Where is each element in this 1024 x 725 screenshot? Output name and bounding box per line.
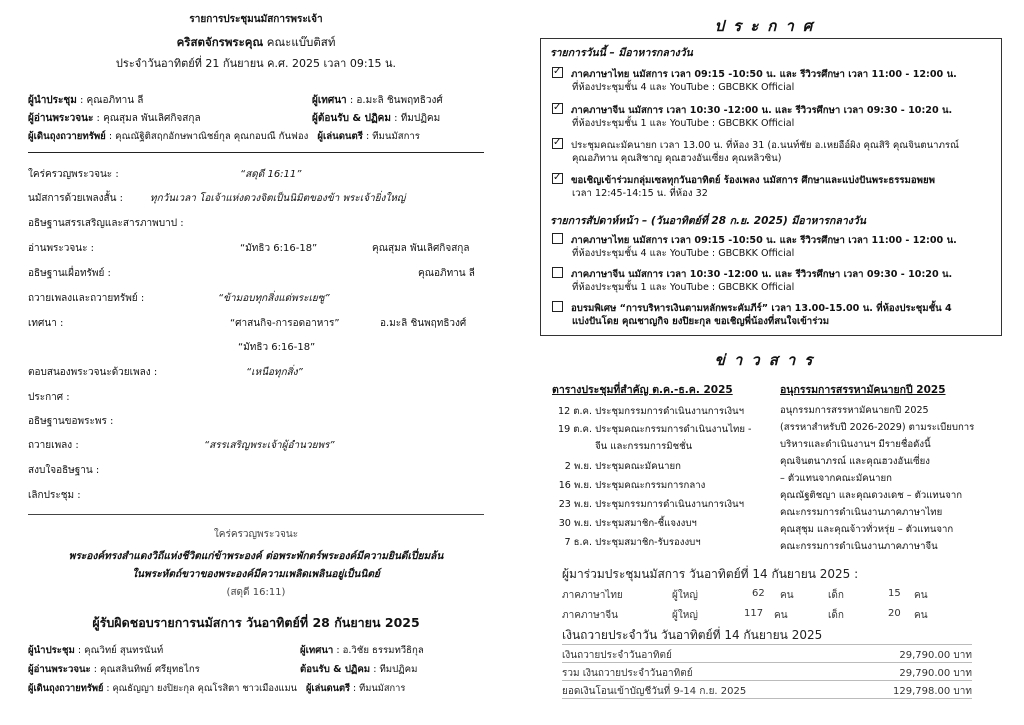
- meditation-heading: ใคร่ครวญพระวจนะ: [213, 529, 299, 540]
- committee-heading: อนุกรรมการสรรหามัคนายกปี 2025: [780, 384, 946, 396]
- divider: [562, 662, 972, 663]
- checkbox-empty-icon: [552, 301, 563, 312]
- divider: [28, 514, 484, 515]
- next-leader-row: [28, 643, 163, 658]
- reader-value: : คุณสุมล พันเลิศกิจสกุล: [96, 113, 201, 124]
- next-item: ภาคภาษาจีน นมัสการ เวลา 10:30 -12:00 น. และ รีวิวรศึกษา เวลา 09:30 - 10:20 น. ที่ห้องประชุมชั้น 1 และ YouTube : GBCBKK Official: [552, 266, 952, 294]
- schedule-heading: ตารางประชุมที่สำคัญ ต.ค.-ธ.ค. 2025: [552, 384, 733, 396]
- music-label: ผู้เล่นดนตรี: [317, 131, 363, 142]
- order-item-person: คุณสุมล พันเลิศกิจสกุล: [372, 243, 470, 254]
- order-item: สงบใจอธิษฐาน :: [28, 465, 100, 476]
- next-reader-label: ผู้อ่านพระวจนะ: [28, 664, 91, 675]
- meditation-line-1: พระองค์ทรงสำแดงวิถีแห่งชีวิตแก่ข้าพระองค์ ต่อพระพักตร์พระองค์มีความยินดีเปี่ยมล้น: [68, 551, 444, 562]
- order-item-person: คุณอภิทาน ลี: [418, 268, 475, 279]
- next-leader-label: ผู้นำประชุม: [28, 645, 75, 656]
- schedule-row: 12 ต.ค. ประชุมกรรมการดำเนินงานการเงินฯ: [557, 406, 744, 417]
- next-preacher-value: : อ.วิชัย ธรรมทวีธิกุล: [336, 645, 424, 656]
- next-music-label: ผู้เล่นดนตรี: [305, 683, 351, 694]
- order-item-detail: “มัทธิว 6:16-18”: [240, 243, 318, 254]
- schedule-row: 16 พ.ย. ประชุมคณะกรรมการกลาง: [558, 480, 706, 491]
- next-welcome-value: : ทีมปฏิคม: [373, 664, 418, 675]
- committee-line: คุณสุชุม และคุณจ้าวทั่วหรุ่ย – ตัวแทนจาก: [780, 524, 954, 535]
- order-item-detail: ทุกวันเวลา โอเจ้าแห่งดวงจิตเป็นนิมิตของข้า พระเจ้ายิ่งใหญ่: [150, 193, 406, 204]
- preacher-label: ผู้เทศนา: [312, 95, 347, 106]
- today-heading: รายการวันนี้ – มีอาหารกลางวัน: [550, 47, 693, 59]
- meditation-reference: (สดุดี 16:11): [226, 587, 286, 598]
- checkbox-empty-icon: [552, 233, 563, 244]
- schedule-row: 30 พ.ย. ประชุมสมาชิก-ชี้แจงงบฯ: [558, 518, 697, 529]
- welcome-row: [312, 111, 440, 126]
- schedule-row: 7 ธ.ค. ประชุมสมาชิก-รับรองงบฯ: [564, 537, 701, 548]
- divider: [562, 680, 972, 681]
- next-reader-value: : คุณสลินทิพย์ ศรียุทธไกร: [93, 664, 200, 675]
- checkbox-checked-icon: [552, 103, 563, 114]
- bulletin-page: รายการประชุมนมัสการพระเจ้า คริสตจักรพระคุณ คณะแบ๊บติสท์ ประจำวันอาทิตย์ที่ 21 กันยายน ค.ศ. 2025 เวลา 09:15 น. ผู้นำประชุม : คุณอภิทาน ลี ผู้เทศนา : อ.มะลิ ชินพฤทธิวงศ์ ผู้อ่านพระวจนะ : คุณสุมล พันเลิศกิจสกุล ผู้ต้อนรับ & ปฏิคม : ทีมปฏิคม ผู้เดินถุงถวายทรัพย์ : คุณณัฐิติสฤกอักษพาณิชย์กุล คุณกอบณี กันฟอง ผู้เล่นดนตรี : ทีมนมัสการ ใคร่ครวญพระวจนะ : “สดุดี 16:11” นมัสการด้วยเพลงสั้น : ทุกวันเวลา โอเจ้าแห่งดวงจิตเป็นนิมิตของข้า พระเจ้ายิ่งใหญ่ อธิษฐานสรรเสริญและสารภาพบาป : อ่านพระวจนะ : “มัทธิว 6:16-18” คุณสุมล พันเลิศกิจสกุล อธิษฐานเผื่อทรัพย์ : คุณอภิทาน ลี ถวายเพลงและถวายทรัพย์ : “ข้ามอบทุกสิ่งแด่พระเยซู” เทศนา : “ศาสนกิจ-การอดอาหาร” อ.มะลิ ชินพฤทธิวงศ์ “มัทธิว 6:16-18” ตอบสนองพระวจนะด้วยเพลง : “เหนือทุกสิ่ง” ประกาศ : อธิษฐานขอพระพร : ถวายเพลง : “สรรเสริญพระเจ้าผู้อำนวยพร” สงบใจอธิษฐาน : เลิกประชุม : ใคร่ครวญพระวจนะ พระองค์ทรงสำแดงวิถีแห่งชีวิตแก่ข้าพระองค์ ต่อพระพักตร์พระองค์มีความยินดีเปี่ยมล้น ในพระหัตถ์ขวาของพระองค์มีความเพลิดเพลินอยู่เป็นนิตย์ (สดุดี 16:11) ผู้รับผิดชอบรายการนมัสการ วันอาทิตย์ที่ 28 กันยายน 2025 ผู้นำประชุม : คุณวิทย์ สุนทรนันท์ ผู้เทศนา : อ.วิชัย ธรรมทวีธิกุล ผู้อ่านพระวจนะ : คุณสลินทิพย์ ศรียุทธไกร ต้อนรับ & ปฏิคม : ทีมปฏิคม ผู้เดินถุงถวายทรัพย์ : คุณธัญญา ยงปิยะกุล คุณโรสิตา ชาวเมืองแมน ผู้เล่นดนตรี : ทีมนมัสการ ประกาศ รายการวันนี้ – มีอาหารกลางวัน ✓ภาคภาษาไทย นมัสการ เวลา 09:15 -10:50 น. และ รีวิวรศึกษา เวลา 11:00 - 12:00 น. ที่ห้องประชุมชั้น 4 และ YouTube : GBCBKK Official ✓ภาคภาษาจีน นมัสการ เวลา 10:30 -12:00 น. และ รีวิวรศึกษา เวลา 09:30 - 10:20 น. ที่ห้องประชุมชั้น 1 และ YouTube : GBCBKK Official ✓ประชุมคณะมัคนายก เวลา 13.00 น. ที่ห้อง 31 (อ.นนท์ชัย อ.เหยอือ์ผิง คุณสิริ คุณจินตนาภรณ์ คุณอภิทาน คุณสิชาญ คุณฮวงอันเซี่ยง คุณหลิวซิน) ✓ขอเชิญเข้าร่วมกลุ่มเซลทุกวันอาทิตย์ ร้องเพลง นมัสการ ศึกษาและแบ่งปันพระธรรมอพยพ เวลา 12:45-14:15 น. ที่ห้อง 32 รายการสัปดาห์หน้า – (วันอาทิตย์ที่ 28 ก.ย. 2025) มีอาหารกลางวัน ภาคภาษาไทย นมัสการ เวลา 09:15 -10:50 น. และ รีวิวรศึกษา เวลา 11:00 - 12:00 น. ที่ห้องประชุมชั้น 4 และ YouTube : GBCBKK Official ภาคภาษาจีน นมัสการ เวลา 10:30 -12:00 น. และ รีวิวรศึกษา เวลา 09:30 - 10:20 น. ที่ห้องประชุมชั้น 1 และ YouTube : GBCBKK Official อบรมพิเศษ “การบริหารเงินตามหลักพระคัมภีร์” เวลา 13.00-15.00 น. ที่ห้องประชุมชั้น 4 แบ่งปันโดย คุณชาญกิจ ยงปิยะกุล ขอเชิญพี่น้องที่สนใจเข้าร่วม ข่าวสาร ตารางประชุมที่สำคัญ ต.ค.-ธ.ค. 2025 อนุกรรมการสรรหามัคนายกปี 2025 12 ต.ค. ประชุมกรรมการดำเนินงานการเงินฯ 19 ต.ค. ประชุมคณะกรรมการดำเนินงานไทย - จีน และกรรมการมิชชั่น 2 พ.ย. ประชุมคณะมัคนายก 16 พ.ย. ประชุมคณะกรรมการกลาง 23 พ.ย. ประชุมกรรมการดำเนินงานการเงินฯ 30 พ.ย. ประชุมสมาชิก-ชี้แจงงบฯ 7 ธ.ค. ประชุมสมาชิก-รับรองงบฯ อนุกรรมการสรรหามัคนายกปี 2025 (สรรหาสำหรับปี 2026-2029) ตามระเบียบการ บริหารและดำเนินงานฯ มีรายชื่อดังนี้ คุณจินตนาภรณ์ และคุณฮวงอันเซี่ยง – ตัวแทนจากคณะมัคนายก คุณณัฐติชญา และคุณดวงเดช – ตัวแทนจาก คณะกรรมการดำเนินงานภาคภาษาไทย คุณสุชุม และคุณจ้าวทั่วหรุ่ย – ตัวแทนจาก คณะกรรมการดำเนินงานภาคภาษาจีน ผู้มาร่วมประชุมนมัสการ วันอาทิตย์ที่ 14 กันยายน 2025 : ภาคภาษาไทย ผู้ใหญ่ 62 คน เด็ก 15 คน ภาคภาษาจีน ผู้ใหญ่ 117 คน เด็ก 20 คน เงินถวายประจำวัน วันอาทิตย์ที่ 14 กันยายน 2025 เงินถวายประจำวันอาทิตย์ 29,790.00 บาท รวม เงินถวายประจำวันอาทิตย์ 29,790.00 บาท ยอดเงินโอนเข้าบัญชีวันที่ 9-14 ก.ย. 2025 129,798.00 บาท: [0, 0, 1024, 725]
- committee-line: คุณจินตนาภรณ์ และคุณฮวงอันเซี่ยง: [780, 456, 930, 467]
- order-item: ถวายเพลง :: [28, 440, 79, 451]
- schedule-row: จีน และกรรมการมิชชั่น: [595, 441, 693, 452]
- welcome-value: : ทีมปฏิคม: [394, 113, 441, 124]
- checkbox-checked-icon: [552, 67, 563, 78]
- order-item: ประกาศ :: [28, 392, 70, 403]
- preacher-value: : อ.มะลิ ชินพฤทธิวงศ์: [349, 95, 443, 106]
- order-item: ถวายเพลงและถวายทรัพย์ :: [28, 293, 145, 304]
- order-item-detail: “มัทธิว 6:16-18”: [238, 342, 316, 353]
- checkbox-checked-icon: [552, 173, 563, 184]
- offering-team-value: : คุณณัฐิติสฤกอักษพาณิชย์กุล คุณกอบณี กันฟอง: [108, 131, 309, 142]
- order-item-detail: “ข้ามอบทุกสิ่งแด่พระเยซู”: [218, 293, 330, 304]
- next-preacher-row: [300, 643, 424, 658]
- church-name-line: [0, 34, 512, 52]
- order-item: อธิษฐานสรรเสริญและสารภาพบาป :: [28, 218, 184, 229]
- divider: [562, 644, 972, 645]
- attendance-title: ผู้มาร่วมประชุมนมัสการ วันอาทิตย์ที่ 14 กันยายน 2025 :: [562, 567, 859, 581]
- news-title: ข่าวสาร: [714, 351, 822, 369]
- church-suffix: คณะแบ๊บติสท์: [266, 35, 336, 49]
- divider: [28, 152, 484, 153]
- service-title: รายการประชุมนมัสการพระเจ้า: [189, 14, 323, 25]
- welcome-label: ผู้ต้อนรับ & ปฏิคม: [312, 113, 391, 124]
- order-item-detail: “ศาสนกิจ-การอดอาหาร”: [230, 318, 340, 329]
- committee-line: คณะกรรมการดำเนินงานภาคภาษาจีน: [780, 541, 938, 552]
- order-item: เลิกประชุม :: [28, 490, 81, 501]
- church-name: คริสตจักรพระคุณ: [176, 35, 264, 49]
- order-item: เทศนา :: [28, 318, 64, 329]
- next-reader-row: [28, 662, 200, 677]
- next-preacher-label: ผู้เทศนา: [300, 645, 334, 656]
- leader-row: [28, 93, 143, 108]
- next-week-heading: รายการสัปดาห์หน้า – (วันอาทิตย์ที่ 28 ก.ย. 2025) มีอาหารกลางวัน: [550, 215, 866, 227]
- schedule-row: 2 พ.ย. ประชุมคณะมัคนายก: [564, 461, 681, 472]
- order-item: ใคร่ครวญพระวจนะ :: [28, 169, 119, 180]
- order-item-detail: “สดุดี 16:11”: [240, 169, 302, 180]
- schedule-row: 23 พ.ย. ประชุมกรรมการดำเนินงานการเงินฯ: [558, 499, 744, 510]
- next-week-title: ผู้รับผิดชอบรายการนมัสการ วันอาทิตย์ที่ 28 กันยายน 2025: [92, 615, 420, 630]
- next-welcome-row: [300, 662, 417, 677]
- next-leader-value: : คุณวิทย์ สุนทรนันท์: [77, 645, 164, 656]
- announcements-title: ประกาศ: [714, 17, 822, 35]
- committee-line: คณะกรรมการดำเนินงานภาคภาษาไทย: [780, 507, 943, 518]
- checkbox-empty-icon: [552, 267, 563, 278]
- checkbox-checked-icon: [552, 138, 563, 149]
- next-music-value: : ทีมนมัสการ: [353, 683, 406, 694]
- order-item-detail: “เหนือทุกสิ่ง”: [246, 367, 303, 378]
- divider: [562, 698, 972, 699]
- service-date: ประจำวันอาทิตย์ที่ 21 กันยายน ค.ศ. 2025 เวลา 09:15 น.: [115, 57, 397, 70]
- leader-label: ผู้นำประชุม: [28, 95, 77, 106]
- next-item: อบรมพิเศษ “การบริหารเงินตามหลักพระคัมภีร์” เวลา 13.00-15.00 น. ที่ห้องประชุมชั้น 4 แบ่งปันโดย คุณชาญกิจ ยงปิยะกุล ขอเชิญพี่น้องที่สนใจเข้าร่วม: [552, 300, 952, 328]
- committee-line: (สรรหาสำหรับปี 2026-2029) ตามระเบียบการ: [780, 422, 975, 433]
- next-offering-label: ผู้เดินถุงถวายทรัพย์: [28, 683, 104, 694]
- next-item: ภาคภาษาไทย นมัสการ เวลา 09:15 -10:50 น. และ รีวิวรศึกษา เวลา 11:00 - 12:00 น. ที่ห้องประชุมชั้น 4 และ YouTube : GBCBKK Official: [552, 232, 957, 260]
- today-item: ✓ภาคภาษาไทย นมัสการ เวลา 09:15 -10:50 น. และ รีวิวรศึกษา เวลา 11:00 - 12:00 น. ที่ห้องประชุมชั้น 4 และ YouTube : GBCBKK Official: [552, 66, 957, 94]
- meditation-line-2: ในพระหัตถ์ขวาของพระองค์มีความเพลิดเพลินอยู่เป็นนิตย์: [132, 569, 380, 580]
- order-item: อธิษฐานเผื่อทรัพย์ :: [28, 268, 111, 279]
- committee-line: คุณณัฐติชญา และคุณดวงเดช – ตัวแทนจาก: [780, 490, 963, 501]
- order-item-person: อ.มะลิ ชินพฤทธิวงศ์: [380, 318, 467, 329]
- next-offering-value: : คุณธัญญา ยงปิยะกุล คุณโรสิตา ชาวเมืองแมน: [106, 683, 297, 694]
- today-item: ✓ภาคภาษาจีน นมัสการ เวลา 10:30 -12:00 น. และ รีวิวรศึกษา เวลา 09:30 - 10:20 น. ที่ห้องประชุมชั้น 1 และ YouTube : GBCBKK Official: [552, 102, 952, 130]
- committee-line: – ตัวแทนจากคณะมัคนายก: [780, 473, 892, 484]
- offering-team-label: ผู้เดินถุงถวายทรัพย์: [28, 131, 106, 142]
- order-item: อ่านพระวจนะ :: [28, 243, 95, 254]
- offering-team-row: [28, 129, 420, 144]
- order-item-detail: “สรรเสริญพระเจ้าผู้อำนวยพร”: [204, 440, 335, 451]
- schedule-row: 19 ต.ค. ประชุมคณะกรรมการดำเนินงานไทย -: [557, 424, 752, 435]
- offering-title: เงินถวายประจำวัน วันอาทิตย์ที่ 14 กันยายน 2025: [562, 628, 823, 642]
- committee-line: อนุกรรมการสรรหามัคนายกปี 2025: [780, 405, 929, 416]
- reader-row: [28, 111, 201, 126]
- next-offering-row: [28, 681, 405, 696]
- committee-line: บริหารและดำเนินงานฯ มีรายชื่อดังนี้: [780, 439, 931, 450]
- order-item: ตอบสนองพระวจนะด้วยเพลง :: [28, 367, 158, 378]
- music-value: : ทีมนมัสการ: [365, 131, 420, 142]
- order-item: อธิษฐานขอพระพร :: [28, 416, 114, 427]
- reader-label: ผู้อ่านพระวจนะ: [28, 113, 94, 124]
- preacher-row: [312, 93, 443, 108]
- leader-value: : คุณอภิทาน ลี: [79, 95, 144, 106]
- order-item: นมัสการด้วยเพลงสั้น :: [28, 193, 124, 204]
- today-item: ✓ขอเชิญเข้าร่วมกลุ่มเซลทุกวันอาทิตย์ ร้องเพลง นมัสการ ศึกษาและแบ่งปันพระธรรมอพยพ เวลา 12:45-14:15 น. ที่ห้อง 32: [552, 172, 935, 200]
- today-item: ✓ประชุมคณะมัคนายก เวลา 13.00 น. ที่ห้อง 31 (อ.นนท์ชัย อ.เหยอือ์ผิง คุณสิริ คุณจินตนาภรณ์ คุณอภิทาน คุณสิชาญ คุณฮวงอันเซี่ยง คุณหลิวซิน): [552, 137, 959, 165]
- next-welcome-label: ต้อนรับ & ปฏิคม: [300, 664, 371, 675]
